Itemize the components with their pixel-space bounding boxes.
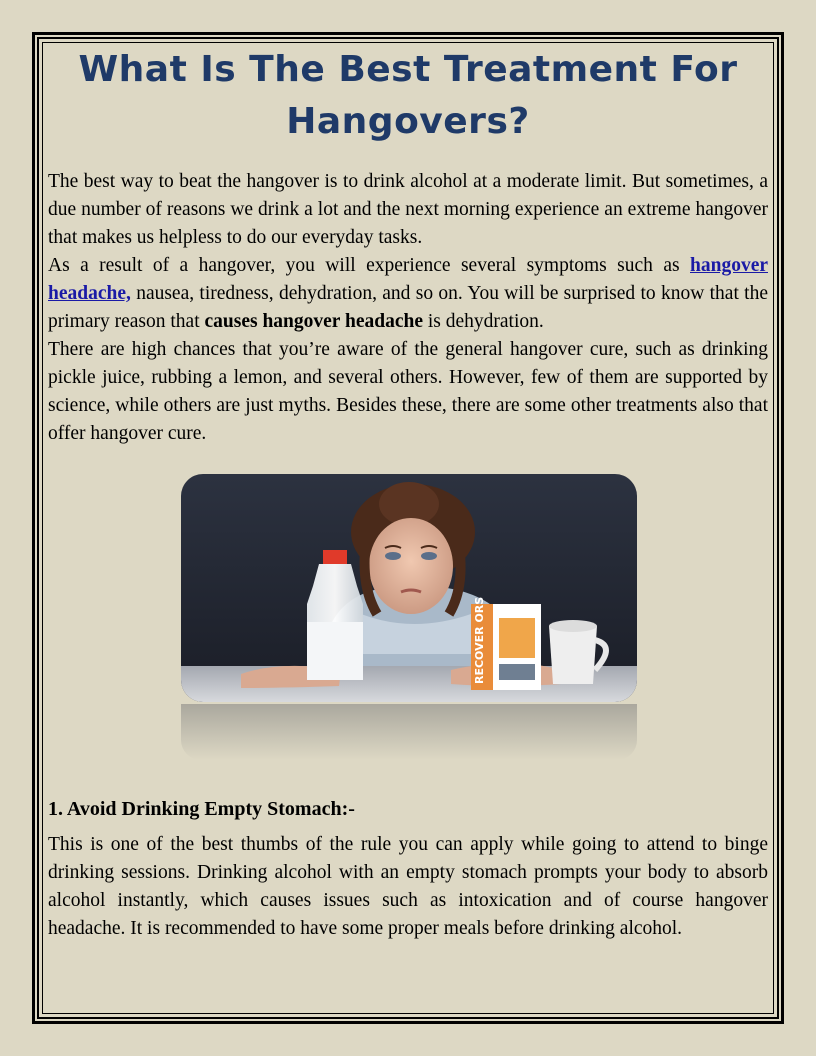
article-body [48, 44, 768, 448]
hangover-photo [181, 474, 637, 702]
intro-paragraph-1: The best way to beat the hangover is to drink alcohol at a moderate limit. But sometimes, a due number of reasons we drink a lot and the next morning experience an extreme hangover that makes us helpless to do our everyday tasks. [48, 171, 768, 248]
intro-paragraph-3: There are high chances that you’re aware of the general hangover cure, such as drinking pickle juice, rubbing a lemon, and several others. However, few of them are supported by science, while others are just myths. Besides these, there are some other treatments also that offer hangover cure. [48, 339, 768, 444]
p2-bold-phrase: causes hangover headache [204, 311, 423, 332]
photo-reflection [181, 704, 637, 760]
p2-text-middle: nausea, tiredness, dehydration, and so on. You will be surprised to know that the primary reason that [48, 283, 768, 332]
section-avoid-empty-stomach [48, 795, 768, 943]
page-title: What Is The Best Treatment For Hangovers? [78, 49, 738, 142]
hangover-headache-link[interactable]: hangover headache, [48, 255, 768, 304]
p2-text-before: As a result of a hangover, you will experience several symptoms such as [48, 255, 690, 276]
p2-text-after: is dehydration. [422, 311, 544, 332]
hangover-photo-illustration [181, 474, 637, 702]
intro-paragraph-2 [48, 252, 768, 336]
section-heading: 1. Avoid Drinking Empty Stomach:- [48, 798, 355, 820]
section-body: This is one of the best thumbs of the rule you can apply while going to attend to binge drinking sessions. Drinking alcohol with an empty stomach prompts your body to absorb alcohol instantly, which causes issues such as intoxication and of course hangover headache. It is recommended to have some proper meals before drinking alcohol. [48, 834, 768, 939]
packet-label: RECOVER ORS [473, 596, 486, 684]
